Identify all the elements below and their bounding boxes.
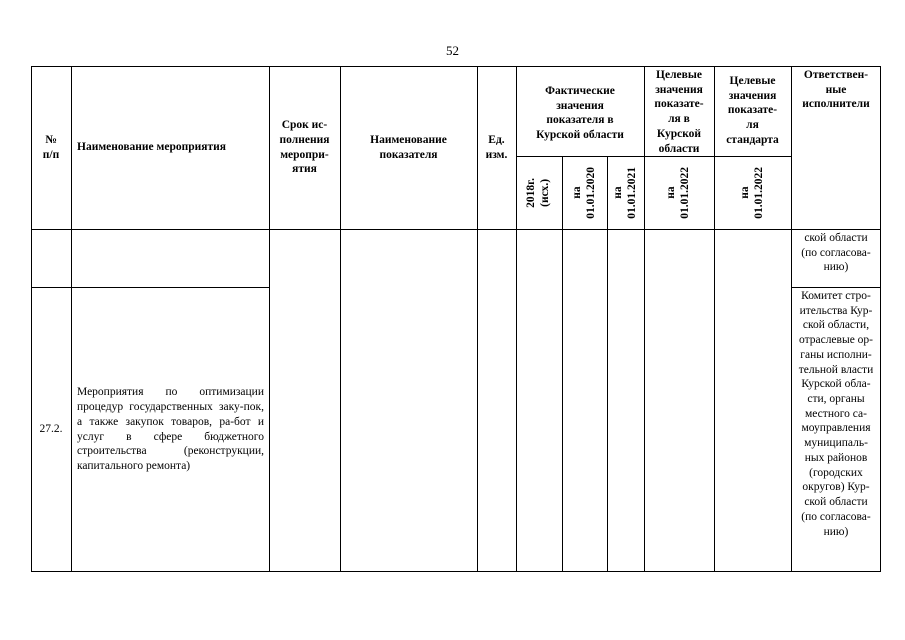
header-target-region: Целевые значения показате- ля в Курской области [654, 69, 704, 155]
table-row-1-num [31, 229, 71, 287]
table-row-1-responsible: ской области (по согласова- нию) [801, 232, 871, 274]
header-target-standard: Целевые значения показате- ля стандарта [726, 75, 779, 146]
header-num: № п/п [42, 133, 60, 161]
header-event-name: Наименование мероприятия [77, 141, 226, 154]
header-unit: Ед. изм. [485, 133, 508, 161]
table-row-2-responsible: Комитет стро- ительства Кур- ской области, отраслевые ор- ганы исполни- тельной власти Курской обла- сти, органы местного са- моуправления муниципаль- ных районов (городских округов) Кур- ской области (по согласова- нию) [798, 290, 874, 538]
table-row-1-event [71, 229, 269, 287]
header-indicator-name: Наименование показателя [370, 133, 447, 161]
subheader-2022-region: на 01.01.2022 [665, 166, 691, 219]
subheader-2022-standard: на 01.01.2022 [738, 166, 765, 219]
subheader-2018: 2018г. (исх.) [525, 177, 551, 208]
table-row-2-event: Мероприятия по оптимизации процедур государственных заку-пок, а также закупок товаров, ра-бот и услуг в сфере бюджетного строительства (реконструкции, капитального ремонта) [77, 386, 264, 472]
page-number: 52 [446, 43, 459, 58]
subheader-2020: на 01.01.2020 [570, 166, 597, 219]
table-row-2-num: 27.2. [39, 423, 63, 436]
header-responsible: Ответствен- ные исполнители [802, 69, 870, 111]
subheader-2021: на 01.01.2021 [611, 166, 638, 219]
header-actual-values: Фактические значения показателя в Курской области [536, 85, 624, 142]
header-deadline: Срок ис- полнения меропри- ятия [279, 119, 330, 176]
